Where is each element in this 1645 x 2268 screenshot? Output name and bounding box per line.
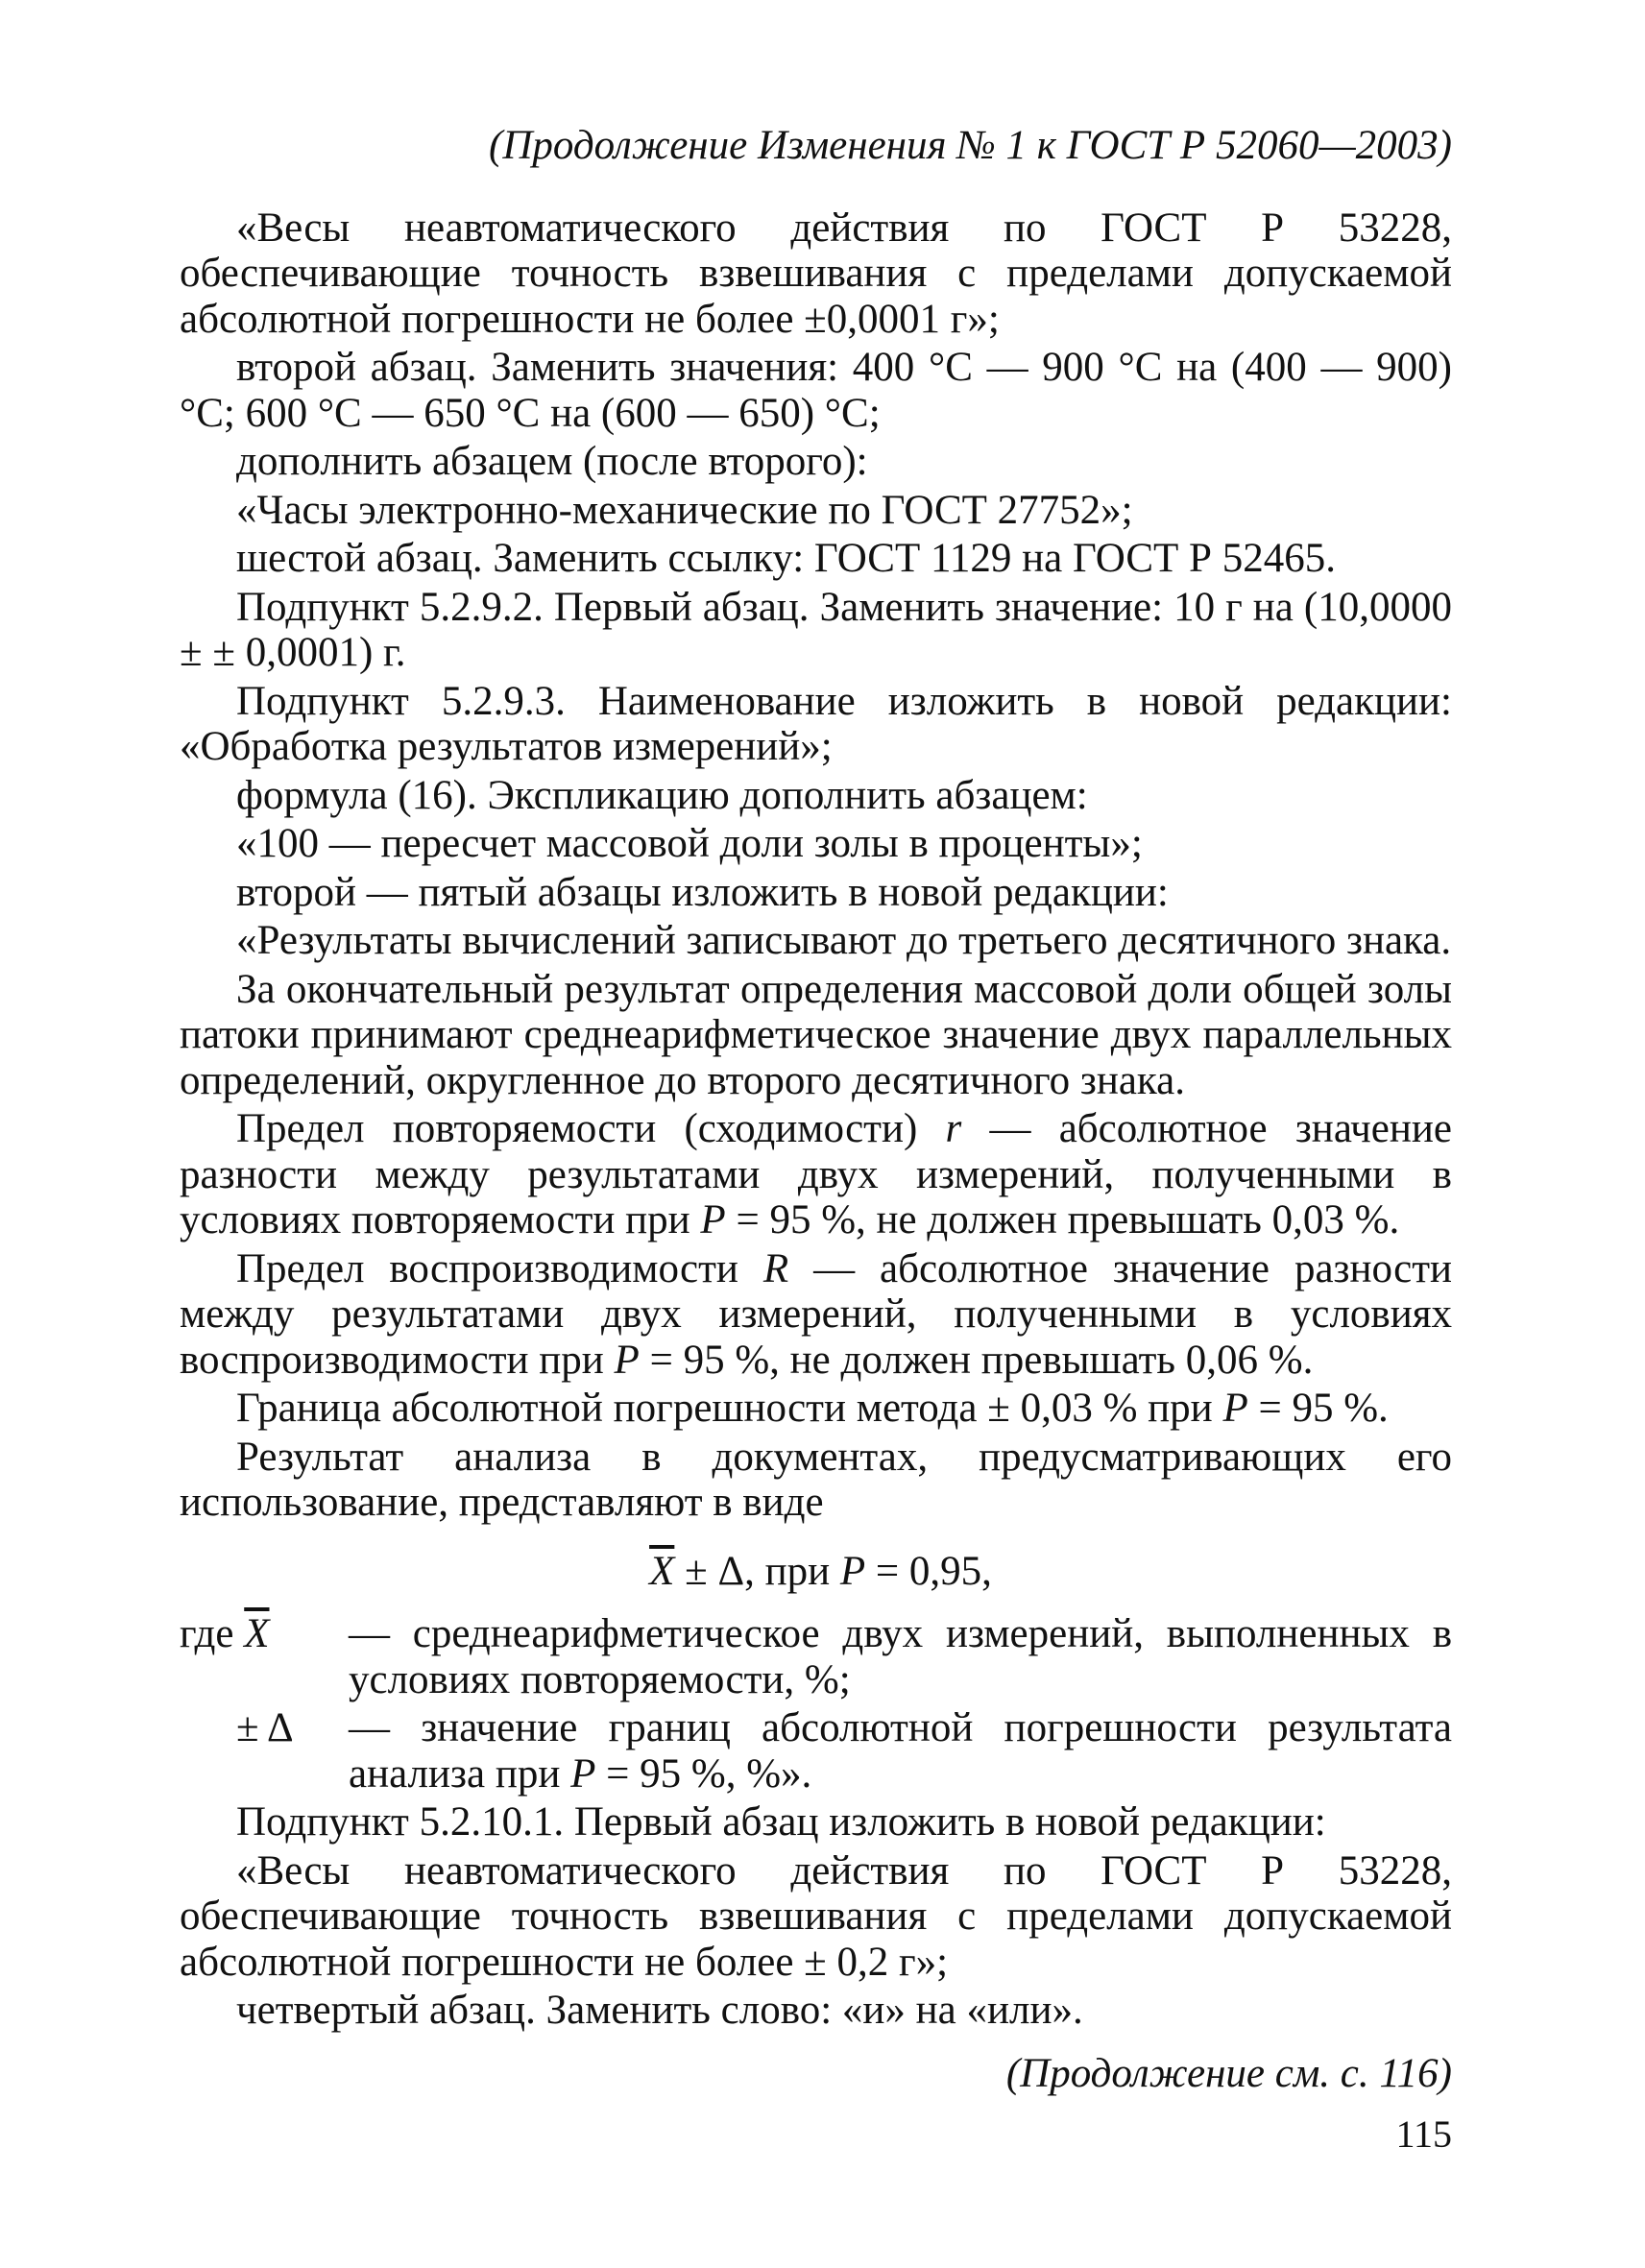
paragraph: дополнить абзацем (после второго): xyxy=(236,439,868,484)
variable-p: P xyxy=(1222,1386,1248,1431)
text-run: Граница абсолютной погрешности метода ± 0,03 % при xyxy=(236,1386,1223,1431)
paragraph: четвертый абзац. Заменить слово: «и» на «или». xyxy=(236,1988,1083,2033)
variable-p: P xyxy=(570,1750,596,1797)
paragraph: Подпункт 5.2.10.1. Первый абзац изложить в новой редакции: xyxy=(236,1799,1326,1845)
explication-delta xyxy=(180,1705,1452,1797)
explication-label xyxy=(180,1611,270,1657)
paragraph: «Часы электронно-механические по ГОСТ 27752»; xyxy=(236,487,1133,533)
page-content xyxy=(180,123,1452,2096)
paragraph-error-bound xyxy=(180,1386,1452,1432)
text-run: — абсолютное значение разности между результатами двух измерений, полученными в условиях воспроизводимости при xyxy=(180,1245,1452,1383)
continuation-note: (Продолжение см. с. 116) xyxy=(1005,2050,1452,2096)
text-run: где xyxy=(180,1611,245,1656)
variable-x-mean: $\overline{X}$ xyxy=(244,1611,270,1656)
text-run: = 95 %. xyxy=(1247,1386,1389,1431)
paragraph: второй абзац. Заменить значения: 400 °С — 900 °С на (400 — 900) °С; 600 °С — 650 °С на (600 — 650) °С; xyxy=(180,345,1452,436)
paragraph: Результат анализа в документах, предусматривающих его использование, представляют в виде xyxy=(180,1434,1452,1525)
text-run: Предел воспроизводимости xyxy=(236,1245,763,1291)
page-number: 115 xyxy=(1395,2112,1452,2156)
text-run: = 95 %, не должен превышать 0,03 %. xyxy=(725,1197,1400,1243)
explication-label: ± Δ xyxy=(236,1705,294,1750)
text-run: = 95 %, %». xyxy=(595,1750,812,1797)
variable-r: r xyxy=(945,1106,962,1151)
running-header: (Продолжение Изменения № 1 к ГОСТ Р 52060—2003) xyxy=(489,123,1452,168)
paragraph: «Весы неавтоматического действия по ГОСТ Р 53228, обеспечивающие точность взвешивания с пределами допускаемой абсолютной погрешности не более ± 0,2 г»; xyxy=(180,1847,1452,1985)
paragraph: шестой абзац. Заменить ссылку: ГОСТ 1129 на ГОСТ Р 52465. xyxy=(236,536,1336,581)
result-formula xyxy=(180,1549,1452,1595)
text-run: Предел повторяемости (сходимости) xyxy=(236,1106,946,1151)
paragraph: За окончательный результат определения массовой доли общей золы патоки принимают среднеарифметическое значение двух параллельных определений, округленное до второго десятичного знака. xyxy=(180,966,1452,1103)
text-run: ± Δ, при xyxy=(674,1548,840,1594)
text-run: — абсолютное значение разности между результатами двух измерений, полученными в условиях повторяемости при xyxy=(180,1106,1453,1243)
paragraph-reproducibility xyxy=(180,1246,1452,1384)
explication-x xyxy=(180,1611,1452,1702)
paragraph-repeatability xyxy=(180,1106,1452,1243)
text-run: = 95 %, не должен превышать 0,06 %. xyxy=(639,1337,1314,1383)
variable-r-capital: R xyxy=(762,1245,789,1291)
text-run: = 0,95, xyxy=(865,1548,992,1594)
variable-p: P xyxy=(700,1197,726,1243)
explication-text: — среднеарифметическое двух измерений, выполненных в условиях повторяемости, %; xyxy=(349,1611,1452,1702)
paragraph: второй — пятый абзацы изложить в новой редакции: xyxy=(236,869,1169,915)
paragraph: формула (16). Экспликацию дополнить абзацем: xyxy=(236,772,1088,818)
variable-x-mean: $\overline{X}$ xyxy=(649,1548,675,1594)
paragraph: «Результаты вычислений записывают до третьего десятичного знака. xyxy=(236,918,1452,963)
paragraph: «Весы неавтоматического действия по ГОСТ Р 53228, обеспечивающие точность взвешивания с пределами допускаемой абсолютной погрешности не более ±0,0001 г»; xyxy=(180,205,1452,342)
variable-p: P xyxy=(614,1337,640,1383)
paragraph: Подпункт 5.2.9.3. Наименование изложить в новой редакции: «Обработка результатов измерений»; xyxy=(180,678,1452,769)
variable-p: P xyxy=(839,1548,866,1594)
paragraph: «100 — пересчет массовой доли золы в проценты»; xyxy=(236,821,1143,866)
explication-text xyxy=(349,1705,1452,1797)
text-run: — значение границ абсолютной погрешности результата анализа при xyxy=(349,1705,1452,1797)
paragraph: Подпункт 5.2.9.2. Первый абзац. Заменить значение: 10 г на (10,0000 ± ± 0,0001) г. xyxy=(180,584,1452,675)
